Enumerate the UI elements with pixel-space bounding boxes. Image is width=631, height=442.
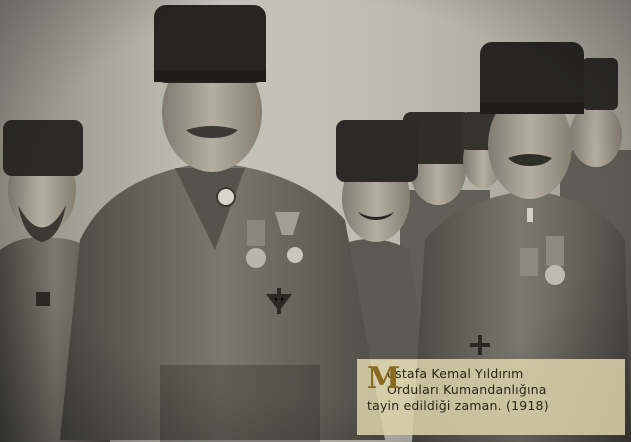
- caption-drop-cap: M: [367, 361, 401, 396]
- photo-caption: [357, 359, 625, 435]
- caption-line-1-text: ustafa Kemal Yıldırım: [387, 366, 524, 381]
- caption-line-3: tayin edildiği zaman. (1918): [367, 398, 549, 413]
- caption-line-2: Orduları Kumandanlığına: [387, 382, 547, 397]
